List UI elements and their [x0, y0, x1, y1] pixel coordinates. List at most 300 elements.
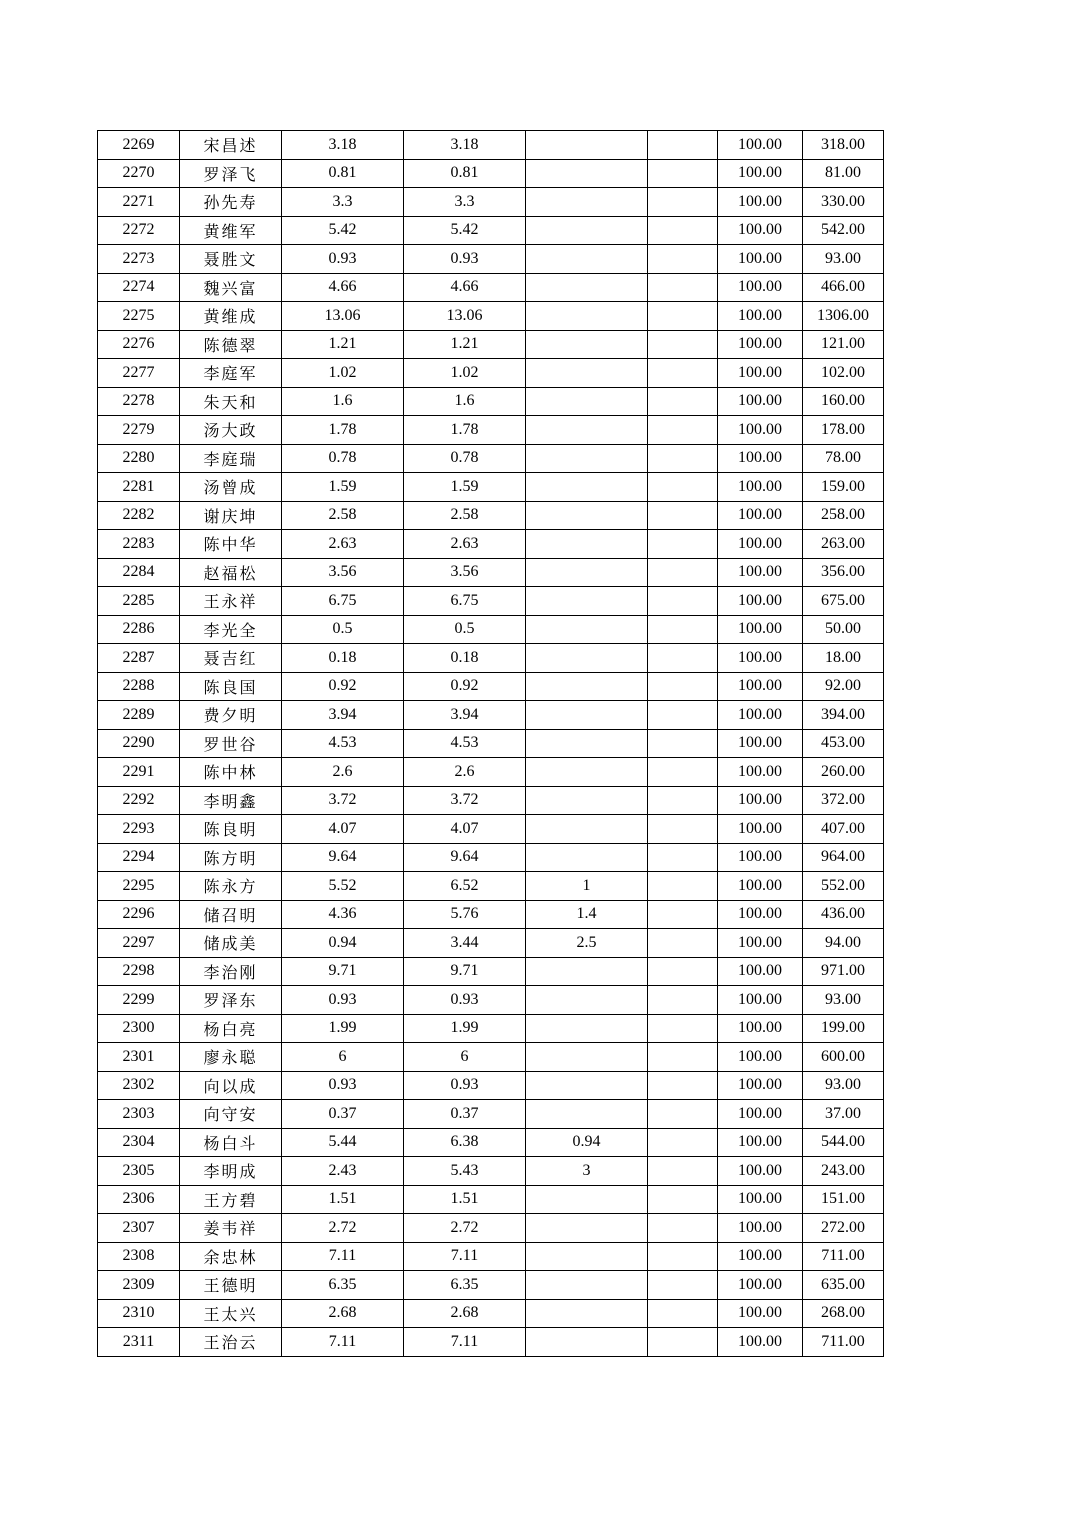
cell-value-d [648, 1128, 718, 1157]
cell-rate: 100.00 [718, 530, 803, 559]
cell-name: 余忠林 [180, 1242, 282, 1271]
cell-name: 罗世谷 [180, 729, 282, 758]
cell-row-number: 2296 [98, 900, 180, 929]
cell-row-number: 2270 [98, 159, 180, 188]
table-row [98, 159, 884, 188]
cell-name: 聂胜文 [180, 245, 282, 274]
cell-value-c [526, 558, 648, 587]
cell-rate: 100.00 [718, 273, 803, 302]
cell-value-d [648, 302, 718, 331]
cell-value-c [526, 701, 648, 730]
cell-row-number: 2287 [98, 644, 180, 673]
cell-value-a: 7.11 [282, 1328, 404, 1357]
cell-value-a: 6.75 [282, 587, 404, 616]
table-row [98, 444, 884, 473]
cell-rate: 100.00 [718, 615, 803, 644]
cell-name: 黄维成 [180, 302, 282, 331]
cell-value-c [526, 786, 648, 815]
cell-value-d [648, 672, 718, 701]
cell-value-b: 6.52 [404, 872, 526, 901]
cell-rate: 100.00 [718, 1128, 803, 1157]
cell-name: 罗泽飞 [180, 159, 282, 188]
cell-value-a: 3.3 [282, 188, 404, 217]
cell-rate: 100.00 [718, 473, 803, 502]
table-row [98, 701, 884, 730]
cell-name: 汤大政 [180, 416, 282, 445]
cell-name: 陈中林 [180, 758, 282, 787]
cell-value-b: 5.76 [404, 900, 526, 929]
cell-row-number: 2295 [98, 872, 180, 901]
cell-value-d [648, 615, 718, 644]
cell-rate: 100.00 [718, 1071, 803, 1100]
cell-name: 孙先寿 [180, 188, 282, 217]
cell-row-number: 2310 [98, 1299, 180, 1328]
cell-value-d [648, 815, 718, 844]
cell-name: 汤曾成 [180, 473, 282, 502]
cell-value-d [648, 387, 718, 416]
cell-rate: 100.00 [718, 1100, 803, 1129]
cell-value-c [526, 1043, 648, 1072]
cell-rate: 100.00 [718, 1014, 803, 1043]
cell-amount: 92.00 [803, 672, 884, 701]
cell-value-d [648, 1014, 718, 1043]
cell-row-number: 2304 [98, 1128, 180, 1157]
cell-value-d [648, 986, 718, 1015]
cell-name: 陈方明 [180, 843, 282, 872]
cell-row-number: 2282 [98, 501, 180, 530]
cell-amount: 93.00 [803, 986, 884, 1015]
cell-rate: 100.00 [718, 1185, 803, 1214]
table-row [98, 416, 884, 445]
cell-amount: 94.00 [803, 929, 884, 958]
cell-name: 费夕明 [180, 701, 282, 730]
table-row [98, 843, 884, 872]
table-row [98, 216, 884, 245]
cell-value-c [526, 843, 648, 872]
cell-name: 陈良明 [180, 815, 282, 844]
cell-name: 姜韦祥 [180, 1214, 282, 1243]
cell-amount: 1306.00 [803, 302, 884, 331]
table-row [98, 302, 884, 331]
cell-value-a: 0.81 [282, 159, 404, 188]
table-row [98, 1185, 884, 1214]
cell-value-d [648, 273, 718, 302]
cell-value-a: 4.36 [282, 900, 404, 929]
cell-name: 李庭军 [180, 359, 282, 388]
cell-amount: 318.00 [803, 131, 884, 160]
cell-value-b: 2.68 [404, 1299, 526, 1328]
cell-row-number: 2308 [98, 1242, 180, 1271]
cell-value-d [648, 159, 718, 188]
cell-rate: 100.00 [718, 758, 803, 787]
cell-row-number: 2300 [98, 1014, 180, 1043]
cell-row-number: 2284 [98, 558, 180, 587]
cell-name: 储召明 [180, 900, 282, 929]
cell-row-number: 2278 [98, 387, 180, 416]
cell-rate: 100.00 [718, 245, 803, 274]
cell-rate: 100.00 [718, 1299, 803, 1328]
cell-value-a: 13.06 [282, 302, 404, 331]
cell-amount: 675.00 [803, 587, 884, 616]
cell-name: 王治云 [180, 1328, 282, 1357]
cell-amount: 407.00 [803, 815, 884, 844]
cell-value-b: 3.18 [404, 131, 526, 160]
cell-row-number: 2269 [98, 131, 180, 160]
cell-name: 李庭瑞 [180, 444, 282, 473]
cell-value-c [526, 330, 648, 359]
cell-rate: 100.00 [718, 558, 803, 587]
cell-value-b: 6 [404, 1043, 526, 1072]
cell-name: 王太兴 [180, 1299, 282, 1328]
cell-value-b: 3.3 [404, 188, 526, 217]
cell-name: 赵福松 [180, 558, 282, 587]
cell-row-number: 2305 [98, 1157, 180, 1186]
cell-rate: 100.00 [718, 587, 803, 616]
cell-row-number: 2307 [98, 1214, 180, 1243]
cell-row-number: 2311 [98, 1328, 180, 1357]
cell-row-number: 2303 [98, 1100, 180, 1129]
cell-value-b: 1.6 [404, 387, 526, 416]
cell-value-d [648, 558, 718, 587]
cell-amount: 356.00 [803, 558, 884, 587]
cell-value-a: 0.5 [282, 615, 404, 644]
cell-row-number: 2290 [98, 729, 180, 758]
cell-amount: 81.00 [803, 159, 884, 188]
table-row [98, 1214, 884, 1243]
cell-value-a: 3.56 [282, 558, 404, 587]
table-row [98, 758, 884, 787]
cell-value-b: 0.37 [404, 1100, 526, 1129]
cell-value-d [648, 1214, 718, 1243]
cell-value-b: 4.53 [404, 729, 526, 758]
cell-amount: 453.00 [803, 729, 884, 758]
table-row [98, 615, 884, 644]
cell-value-c [526, 729, 648, 758]
cell-value-b: 6.35 [404, 1271, 526, 1300]
cell-value-d [648, 900, 718, 929]
cell-name: 朱天和 [180, 387, 282, 416]
cell-value-b: 2.6 [404, 758, 526, 787]
table-body [98, 131, 884, 1357]
cell-value-d [648, 1157, 718, 1186]
cell-value-d [648, 701, 718, 730]
cell-name: 陈中华 [180, 530, 282, 559]
cell-value-b: 0.18 [404, 644, 526, 673]
cell-value-c [526, 216, 648, 245]
cell-value-d [648, 1071, 718, 1100]
cell-amount: 199.00 [803, 1014, 884, 1043]
cell-rate: 100.00 [718, 1242, 803, 1271]
cell-row-number: 2309 [98, 1271, 180, 1300]
cell-name: 廖永聪 [180, 1043, 282, 1072]
cell-name: 向守安 [180, 1100, 282, 1129]
cell-rate: 100.00 [718, 986, 803, 1015]
table-row [98, 644, 884, 673]
cell-amount: 93.00 [803, 1071, 884, 1100]
cell-row-number: 2298 [98, 957, 180, 986]
cell-value-c [526, 1299, 648, 1328]
cell-value-b: 0.93 [404, 245, 526, 274]
cell-value-a: 0.18 [282, 644, 404, 673]
cell-value-a: 2.6 [282, 758, 404, 787]
cell-value-d [648, 758, 718, 787]
cell-value-d [648, 587, 718, 616]
cell-value-b: 1.21 [404, 330, 526, 359]
cell-value-d [648, 216, 718, 245]
cell-rate: 100.00 [718, 1157, 803, 1186]
cell-rate: 100.00 [718, 1271, 803, 1300]
table-row [98, 957, 884, 986]
table-row [98, 501, 884, 530]
cell-value-c [526, 587, 648, 616]
cell-value-d [648, 188, 718, 217]
cell-row-number: 2289 [98, 701, 180, 730]
table-row [98, 929, 884, 958]
cell-row-number: 2274 [98, 273, 180, 302]
cell-value-a: 2.58 [282, 501, 404, 530]
cell-value-b: 1.99 [404, 1014, 526, 1043]
cell-rate: 100.00 [718, 729, 803, 758]
cell-value-b: 2.58 [404, 501, 526, 530]
cell-value-c [526, 188, 648, 217]
cell-rate: 100.00 [718, 387, 803, 416]
cell-value-d [648, 843, 718, 872]
cell-value-d [648, 359, 718, 388]
cell-amount: 243.00 [803, 1157, 884, 1186]
cell-value-a: 5.52 [282, 872, 404, 901]
cell-row-number: 2273 [98, 245, 180, 274]
cell-value-c [526, 672, 648, 701]
cell-value-a: 3.72 [282, 786, 404, 815]
cell-rate: 100.00 [718, 929, 803, 958]
table-row [98, 273, 884, 302]
cell-value-c [526, 1242, 648, 1271]
cell-amount: 552.00 [803, 872, 884, 901]
cell-amount: 711.00 [803, 1328, 884, 1357]
cell-value-a: 5.44 [282, 1128, 404, 1157]
cell-value-a: 3.94 [282, 701, 404, 730]
table-row [98, 1242, 884, 1271]
cell-amount: 272.00 [803, 1214, 884, 1243]
table-row [98, 1100, 884, 1129]
cell-amount: 260.00 [803, 758, 884, 787]
cell-value-d [648, 416, 718, 445]
data-table [97, 130, 884, 1357]
cell-amount: 544.00 [803, 1128, 884, 1157]
cell-amount: 151.00 [803, 1185, 884, 1214]
cell-value-a: 6.35 [282, 1271, 404, 1300]
cell-rate: 100.00 [718, 786, 803, 815]
cell-row-number: 2297 [98, 929, 180, 958]
cell-value-a: 2.68 [282, 1299, 404, 1328]
cell-value-b: 6.75 [404, 587, 526, 616]
cell-value-c [526, 131, 648, 160]
cell-row-number: 2292 [98, 786, 180, 815]
cell-value-a: 0.78 [282, 444, 404, 473]
cell-amount: 18.00 [803, 644, 884, 673]
cell-value-d [648, 530, 718, 559]
cell-amount: 102.00 [803, 359, 884, 388]
cell-value-c [526, 416, 648, 445]
cell-rate: 100.00 [718, 1043, 803, 1072]
cell-value-b: 3.44 [404, 929, 526, 958]
cell-value-a: 1.78 [282, 416, 404, 445]
cell-value-a: 1.02 [282, 359, 404, 388]
cell-value-a: 1.99 [282, 1014, 404, 1043]
cell-rate: 100.00 [718, 444, 803, 473]
cell-value-b: 9.71 [404, 957, 526, 986]
cell-value-b: 6.38 [404, 1128, 526, 1157]
cell-name: 李明成 [180, 1157, 282, 1186]
cell-value-d [648, 1299, 718, 1328]
table-row [98, 872, 884, 901]
cell-name: 储成美 [180, 929, 282, 958]
cell-value-d [648, 957, 718, 986]
cell-value-a: 7.11 [282, 1242, 404, 1271]
cell-name: 陈德翠 [180, 330, 282, 359]
cell-value-d [648, 1043, 718, 1072]
cell-name: 王德明 [180, 1271, 282, 1300]
cell-amount: 372.00 [803, 786, 884, 815]
cell-rate: 100.00 [718, 900, 803, 929]
cell-rate: 100.00 [718, 359, 803, 388]
cell-value-b: 5.42 [404, 216, 526, 245]
cell-value-c [526, 1071, 648, 1100]
cell-name: 李明鑫 [180, 786, 282, 815]
table-row [98, 1328, 884, 1357]
cell-value-d [648, 501, 718, 530]
cell-value-c: 0.94 [526, 1128, 648, 1157]
table-row [98, 330, 884, 359]
cell-value-c [526, 1185, 648, 1214]
cell-name: 杨白斗 [180, 1128, 282, 1157]
cell-value-b: 4.66 [404, 273, 526, 302]
cell-rate: 100.00 [718, 159, 803, 188]
table-row [98, 1157, 884, 1186]
cell-value-c [526, 359, 648, 388]
cell-row-number: 2272 [98, 216, 180, 245]
cell-value-c: 2.5 [526, 929, 648, 958]
cell-value-c [526, 815, 648, 844]
cell-value-c [526, 1214, 648, 1243]
table-row [98, 131, 884, 160]
cell-value-a: 6 [282, 1043, 404, 1072]
cell-value-a: 1.6 [282, 387, 404, 416]
table-row [98, 900, 884, 929]
cell-value-c [526, 1100, 648, 1129]
cell-row-number: 2291 [98, 758, 180, 787]
cell-value-d [648, 444, 718, 473]
cell-name: 宋昌述 [180, 131, 282, 160]
cell-value-a: 0.92 [282, 672, 404, 701]
cell-value-a: 3.18 [282, 131, 404, 160]
cell-value-b: 5.43 [404, 1157, 526, 1186]
cell-value-c [526, 273, 648, 302]
cell-amount: 964.00 [803, 843, 884, 872]
cell-row-number: 2299 [98, 986, 180, 1015]
cell-value-b: 1.78 [404, 416, 526, 445]
cell-value-c: 1 [526, 872, 648, 901]
cell-amount: 93.00 [803, 245, 884, 274]
cell-value-a: 0.93 [282, 986, 404, 1015]
cell-value-a: 2.72 [282, 1214, 404, 1243]
table-row [98, 986, 884, 1015]
cell-rate: 100.00 [718, 416, 803, 445]
cell-row-number: 2279 [98, 416, 180, 445]
table-row [98, 1014, 884, 1043]
cell-amount: 263.00 [803, 530, 884, 559]
cell-value-b: 13.06 [404, 302, 526, 331]
cell-value-c [526, 444, 648, 473]
cell-row-number: 2276 [98, 330, 180, 359]
cell-row-number: 2283 [98, 530, 180, 559]
cell-row-number: 2288 [98, 672, 180, 701]
cell-value-c [526, 986, 648, 1015]
cell-value-a: 1.51 [282, 1185, 404, 1214]
cell-amount: 178.00 [803, 416, 884, 445]
table-row [98, 672, 884, 701]
cell-value-b: 1.02 [404, 359, 526, 388]
cell-value-d [648, 1328, 718, 1357]
cell-rate: 100.00 [718, 672, 803, 701]
cell-value-c [526, 159, 648, 188]
table-row [98, 1271, 884, 1300]
cell-value-a: 4.66 [282, 273, 404, 302]
cell-value-a: 0.37 [282, 1100, 404, 1129]
cell-value-c [526, 758, 648, 787]
cell-value-d [648, 245, 718, 274]
cell-rate: 100.00 [718, 644, 803, 673]
cell-value-b: 0.92 [404, 672, 526, 701]
cell-value-d [648, 1242, 718, 1271]
cell-value-a: 9.71 [282, 957, 404, 986]
cell-rate: 100.00 [718, 1214, 803, 1243]
cell-value-b: 0.5 [404, 615, 526, 644]
cell-value-a: 0.93 [282, 1071, 404, 1100]
table-row [98, 473, 884, 502]
cell-value-a: 0.94 [282, 929, 404, 958]
cell-amount: 268.00 [803, 1299, 884, 1328]
cell-amount: 542.00 [803, 216, 884, 245]
cell-rate: 100.00 [718, 872, 803, 901]
cell-value-a: 2.43 [282, 1157, 404, 1186]
cell-name: 向以成 [180, 1071, 282, 1100]
cell-value-c [526, 1014, 648, 1043]
cell-value-c [526, 473, 648, 502]
cell-amount: 258.00 [803, 501, 884, 530]
cell-value-b: 0.81 [404, 159, 526, 188]
cell-value-a: 4.53 [282, 729, 404, 758]
cell-amount: 436.00 [803, 900, 884, 929]
table-row [98, 188, 884, 217]
cell-value-a: 1.59 [282, 473, 404, 502]
cell-value-b: 7.11 [404, 1242, 526, 1271]
cell-amount: 635.00 [803, 1271, 884, 1300]
table-row [98, 729, 884, 758]
cell-value-c [526, 615, 648, 644]
cell-value-d [648, 872, 718, 901]
cell-rate: 100.00 [718, 216, 803, 245]
cell-name: 陈永方 [180, 872, 282, 901]
cell-name: 李光全 [180, 615, 282, 644]
cell-row-number: 2277 [98, 359, 180, 388]
table-row [98, 245, 884, 274]
cell-amount: 711.00 [803, 1242, 884, 1271]
cell-rate: 100.00 [718, 302, 803, 331]
cell-rate: 100.00 [718, 1328, 803, 1357]
cell-rate: 100.00 [718, 843, 803, 872]
cell-amount: 121.00 [803, 330, 884, 359]
